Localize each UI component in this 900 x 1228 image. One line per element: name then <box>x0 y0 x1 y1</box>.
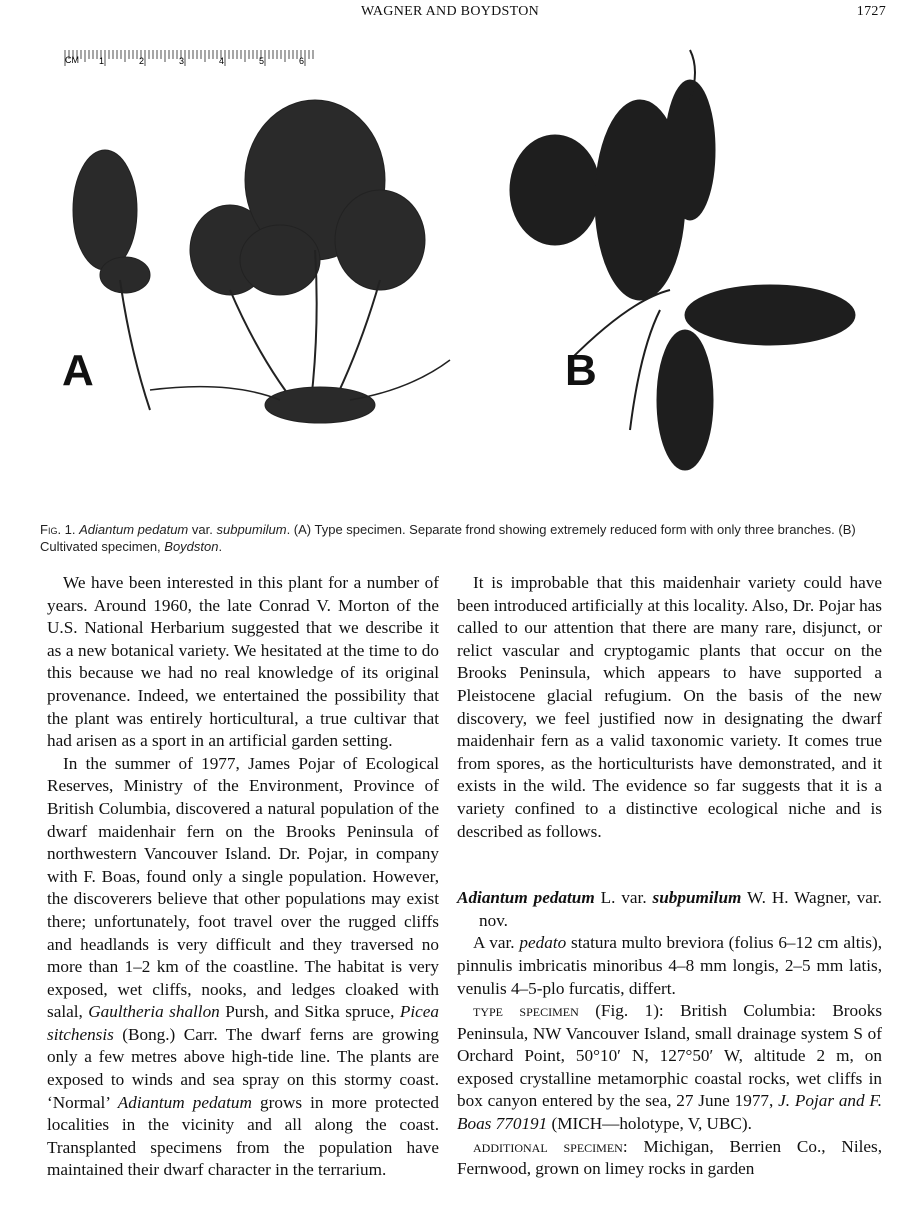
caption-text: . (A) Type specimen. Separate frond showing extremely reduced form with only three branches. (B) Cultivated specimen, <box>40 522 856 554</box>
taxon-name-heading: Adiantum pedatum L. var. subpumilum W. H. Wagner, var. nov. <box>457 888 882 930</box>
caption-end: . <box>218 539 223 554</box>
additional-specimen: additional specimen: Michigan, Berrien Co., Niles, Fernwood, grown on limey rocks in garden <box>457 1136 882 1179</box>
running-title: WAGNER AND BOYDSTON <box>360 4 540 19</box>
cm-ruler <box>65 50 313 66</box>
specimen-a-fern <box>73 100 450 423</box>
ruler-tick-label: 3 <box>179 56 185 66</box>
caption-species: Adiantum pedatum <box>79 522 189 537</box>
ruler-tick-label: 6 <box>299 56 305 66</box>
ruler-tick-label: 1 <box>99 56 105 66</box>
ruler-unit-label: CM <box>65 55 79 65</box>
panel-label-b: B <box>565 346 597 395</box>
latin-diagnosis: A var. pedato statura multo breviora (folius 6–12 cm altis), pinnulis imbricatis minoribus 4–8 mm longis, 2–5 mm latis, venulis 4–5-plo furcatis, differt. <box>457 933 883 998</box>
type-specimen: type specimen (Fig. 1): British Columbia: Brooks Peninsula, NW Vancouver Island, small drainage system S of Orchard Point, 50°10′ N, 127°50′ W, altitude 2 m, on exposed crystalline metamorphic coastal rocks, wet cliffs in box canyon entered by the sea, 27 June 1977, J. Pojar and F. Boas 770191 (MICH—holotype, V, UBC). <box>457 1001 883 1134</box>
left-column <box>47 572 439 1182</box>
page-number: 1727 <box>856 4 886 19</box>
caption-var: var. <box>191 522 213 537</box>
caption-figure-number: Fig. 1. <box>40 522 76 537</box>
caption-collector: Boydston <box>164 539 219 554</box>
panel-label-a: A <box>62 346 94 395</box>
paragraph: It is improbable that this maidenhair variety could have been introduced artificially at this locality. Also, Dr. Pojar has called to our attention that there are many rare, disjunct, or relict vascular and cryptogamic plants that occur on the Brooks Peninsula, which appears to have supported a Pleistocene glacial refugium. On the basis of the new discovery, we feel justified now in designating the dwarf maidenhair fern as a valid taxonomic variety. It comes true from spores, as the horticulturists have demonstrated, and it exists in the wild. The evidence so far suggests that it is a variety confined to a distinctive ecological niche and is described as follows. <box>457 573 882 841</box>
caption-epithet: subpumilum <box>216 522 287 537</box>
specimen-b-fern <box>510 50 855 470</box>
paragraph: In the summer of 1977, James Pojar of Ecological Reserves, Ministry of the Environment, Province of British Columbia, discovered a natural population of the dwarf maidenhair fern on the Brooks Peninsula of northwestern Vancouver Island. Dr. Pojar, in company with F. Boas, found only a single population. However, the discoverers believe that other populations may exist there; unfortunately, foot travel over the rugged cliffs and headlands is very difficult and they traversed no more than 1–2 km of the coastline. The habitat is very exposed, wet cliffs, nooks, and ledges cloaked with salal, Gaultheria shallon Pursh, and Sitka spruce, Picea sitchensis (Bong.) Carr. The dwarf ferns are growing only a few metres above high-tide line. The plants are exposed to winds and sea spray on this stormy coast. ‘Normal’ Adiantum pedatum grows in more protected localities in the vicinity and all along the coast. Transplanted specimens from the population have maintained their dwarf character in the terrarium. <box>47 753 440 1180</box>
ruler-tick-label: 2 <box>139 56 145 66</box>
ruler-tick-label: 4 <box>219 56 225 66</box>
paragraph: We have been interested in this plant for a number of years. Around 1960, the late Conrad V. Morton of the U.S. National Herbarium suggested that we describe it as a new botanical variety. We hesitated at the time to do this because we had no real knowledge of its original provenance. Indeed, we entertained the possibility that the plant was entirely horticultural, a true cultivar that had arisen as a sport in an artificial garden setting. <box>47 573 439 751</box>
figure-1-photograph <box>30 30 870 510</box>
ruler-tick-label: 5 <box>259 56 265 66</box>
right-column <box>457 572 882 1181</box>
figure-caption <box>40 521 870 555</box>
